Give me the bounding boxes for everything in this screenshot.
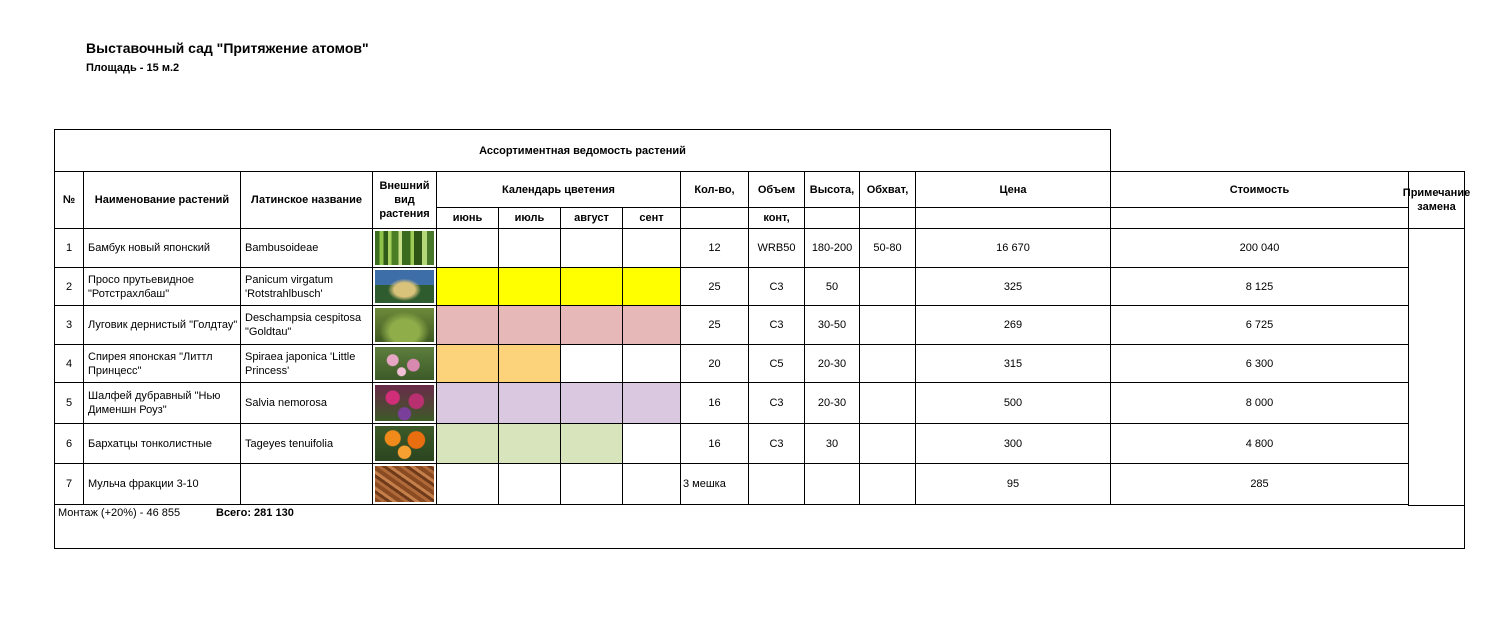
cell-girth: 50-80 <box>859 228 916 268</box>
bamboo-photo <box>375 231 434 265</box>
cell-vol: С3 <box>748 267 805 306</box>
bloom-cell-month-1 <box>498 305 561 345</box>
header-qty-sub <box>680 207 749 229</box>
tagetes-photo <box>375 426 434 461</box>
cell-price: 500 <box>915 382 1111 424</box>
bloom-cell-month-0 <box>436 228 499 268</box>
cell-girth <box>859 423 916 464</box>
cell-qty: 25 <box>680 267 749 306</box>
header-num: № <box>54 171 84 229</box>
cell-cost: 200 040 <box>1110 228 1409 268</box>
footer-montage: Монтаж (+20%) - 46 855 <box>58 507 181 519</box>
cell-name: Спирея японская "Литтл Принцесс" <box>83 344 241 383</box>
bloom-cell-month-0 <box>436 305 499 345</box>
header-calendar: Календарь цветения <box>436 171 681 208</box>
table-caption: Ассортиментная ведомость растений <box>54 129 1111 172</box>
header-vol: Объем <box>748 171 805 208</box>
cell-n: 6 <box>54 423 84 464</box>
mulch-photo <box>375 466 434 502</box>
page-subtitle-area: Площадь - 15 м.2 <box>86 62 180 74</box>
cell-latin: Spiraea japonica 'Little Princess' <box>240 344 373 383</box>
cell-vol: WRB50 <box>748 228 805 268</box>
cell-qty: 16 <box>680 423 749 464</box>
plant-photo-cell <box>372 267 437 306</box>
cell-n: 4 <box>54 344 84 383</box>
cell-latin: Salvia nemorosa <box>240 382 373 424</box>
cell-girth <box>859 463 916 505</box>
bloom-cell-month-0 <box>436 344 499 383</box>
bloom-cell-month-1 <box>498 228 561 268</box>
cell-cost: 8 000 <box>1110 382 1409 424</box>
bloom-cell-month-1 <box>498 463 561 505</box>
header-name: Наименование растений <box>83 171 241 229</box>
cell-cost: 6 300 <box>1110 344 1409 383</box>
cell-n: 3 <box>54 305 84 345</box>
cell-qty: 20 <box>680 344 749 383</box>
cell-price: 325 <box>915 267 1111 306</box>
bloom-cell-month-3 <box>622 228 681 268</box>
header-cost-sub <box>1110 207 1409 229</box>
bloom-cell-month-1 <box>498 382 561 424</box>
plant-photo-cell <box>372 423 437 464</box>
plant-photo-cell <box>372 344 437 383</box>
bloom-cell-month-1 <box>498 423 561 464</box>
header-price: Цена <box>915 171 1111 208</box>
bloom-cell-month-3 <box>622 382 681 424</box>
bloom-cell-month-0 <box>436 463 499 505</box>
header-qty: Кол-во, <box>680 171 749 208</box>
bloom-cell-month-1 <box>498 344 561 383</box>
header-note: Примечание замена <box>1408 171 1465 229</box>
cell-girth <box>859 344 916 383</box>
cell-name: Шалфей дубравный "Нью Дименшн Роуз" <box>83 382 241 424</box>
header-girth-sub <box>859 207 916 229</box>
deschampsia-photo <box>375 308 434 342</box>
bloom-cell-month-3 <box>622 463 681 505</box>
bloom-cell-month-3 <box>622 423 681 464</box>
bloom-cell-month-2 <box>560 267 623 306</box>
cell-girth <box>859 267 916 306</box>
cell-price: 95 <box>915 463 1111 505</box>
cell-name: Мульча фракции 3-10 <box>83 463 241 505</box>
bloom-cell-month-2 <box>560 305 623 345</box>
cell-latin: Tageyes tenuifolia <box>240 423 373 464</box>
cell-height: 50 <box>804 267 860 306</box>
bloom-cell-month-0 <box>436 382 499 424</box>
header-height-sub <box>804 207 860 229</box>
cell-height: 30-50 <box>804 305 860 345</box>
cell-height: 20-30 <box>804 382 860 424</box>
cell-height: 180-200 <box>804 228 860 268</box>
cell-latin: Bambusoideae <box>240 228 373 268</box>
cell-name: Просо прутьевидное "Ротстрахлбаш" <box>83 267 241 306</box>
footer-total: Всего: 281 130 <box>216 507 294 519</box>
bloom-cell-month-2 <box>560 463 623 505</box>
bloom-cell-month-0 <box>436 423 499 464</box>
cell-price: 300 <box>915 423 1111 464</box>
header-look: Внешний вид растения <box>372 171 437 229</box>
cell-vol: С3 <box>748 382 805 424</box>
plant-photo-cell <box>372 463 437 505</box>
plant-photo-cell <box>372 228 437 268</box>
cell-girth <box>859 382 916 424</box>
cell-name: Бархатцы тонколистные <box>83 423 241 464</box>
cell-price: 315 <box>915 344 1111 383</box>
header-girth: Обхват, <box>859 171 916 208</box>
cell-vol: С3 <box>748 305 805 345</box>
cell-cost: 285 <box>1110 463 1409 505</box>
cell-n: 2 <box>54 267 84 306</box>
header-price-sub <box>915 207 1111 229</box>
bloom-cell-month-2 <box>560 382 623 424</box>
cell-qty: 12 <box>680 228 749 268</box>
cell-vol: С3 <box>748 423 805 464</box>
cell-height <box>804 463 860 505</box>
salvia-photo <box>375 385 434 421</box>
cell-n: 7 <box>54 463 84 505</box>
bloom-cell-month-1 <box>498 267 561 306</box>
cell-latin: Deschampsia cespitosa "Goldtau" <box>240 305 373 345</box>
header-month-jun: июнь <box>436 207 499 229</box>
header-month-jul: июль <box>498 207 561 229</box>
cell-qty: 3 мешка <box>680 463 749 505</box>
cell-latin: Panicum virgatum 'Rotstrahlbusch' <box>240 267 373 306</box>
cell-name: Луговик дернистый "Голдтау" <box>83 305 241 345</box>
page-title: Выставочный сад "Притяжение атомов" <box>86 40 369 56</box>
cell-vol: С5 <box>748 344 805 383</box>
cell-qty: 25 <box>680 305 749 345</box>
bloom-cell-month-2 <box>560 344 623 383</box>
bloom-cell-month-3 <box>622 344 681 383</box>
plant-photo-cell <box>372 305 437 345</box>
header-latin: Латинское название <box>240 171 373 229</box>
cell-cost: 6 725 <box>1110 305 1409 345</box>
cell-cost: 8 125 <box>1110 267 1409 306</box>
cell-n: 5 <box>54 382 84 424</box>
header-vol-sub: конт, <box>748 207 805 229</box>
bloom-cell-month-0 <box>436 267 499 306</box>
spiraea-photo <box>375 347 434 380</box>
header-month-sep: сент <box>622 207 681 229</box>
cell-latin <box>240 463 373 505</box>
bloom-cell-month-2 <box>560 423 623 464</box>
header-month-aug: август <box>560 207 623 229</box>
header-height: Высота, <box>804 171 860 208</box>
note-column <box>1408 228 1465 506</box>
bloom-cell-month-3 <box>622 267 681 306</box>
cell-height: 30 <box>804 423 860 464</box>
cell-cost: 4 800 <box>1110 423 1409 464</box>
cell-girth <box>859 305 916 345</box>
bloom-cell-month-2 <box>560 228 623 268</box>
panicum-photo <box>375 270 434 303</box>
cell-height: 20-30 <box>804 344 860 383</box>
plant-photo-cell <box>372 382 437 424</box>
cell-vol <box>748 463 805 505</box>
cell-name: Бамбук новый японский <box>83 228 241 268</box>
bloom-cell-month-3 <box>622 305 681 345</box>
cell-n: 1 <box>54 228 84 268</box>
cell-price: 269 <box>915 305 1111 345</box>
cell-qty: 16 <box>680 382 749 424</box>
header-cost: Стоимость <box>1110 171 1409 208</box>
cell-price: 16 670 <box>915 228 1111 268</box>
